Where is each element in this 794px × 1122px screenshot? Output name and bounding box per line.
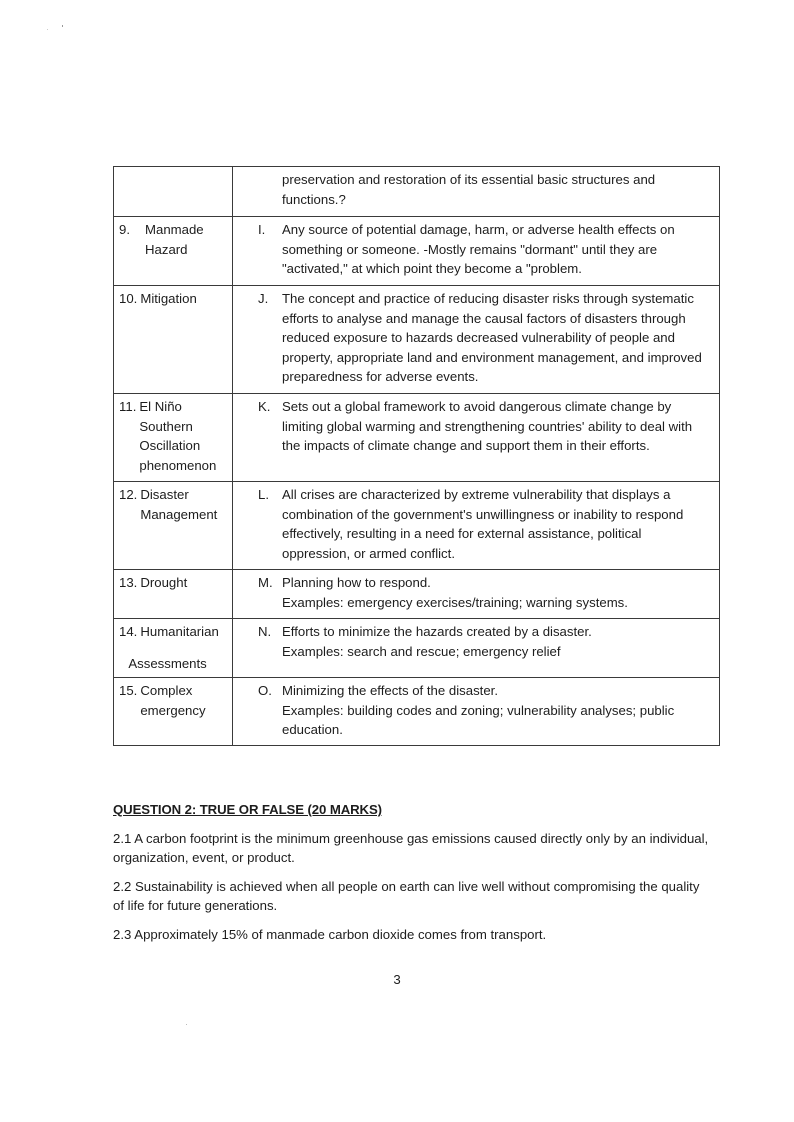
term-label: Complex emergency bbox=[140, 683, 206, 718]
page-number: 3 bbox=[393, 972, 401, 987]
term-label: Manmade Hazard bbox=[145, 222, 204, 257]
term-number: 12. bbox=[119, 487, 138, 502]
definition-cell bbox=[233, 482, 720, 570]
definition-text: Sets out a global framework to avoid dangerous climate change by limiting global warming and strengthening countries' ability to deal with the impacts of climate change and support them in their efforts. bbox=[282, 399, 693, 453]
term-label: Mitigation bbox=[140, 291, 197, 306]
term-cell bbox=[114, 619, 233, 678]
term-number: 14. bbox=[119, 624, 138, 639]
statement-2-2: 2.2 Sustainability is achieved when all people on earth can live well without compromising the quality of life for future generations. bbox=[113, 878, 700, 913]
definition-text: Efforts to minimize the hazards created by a disaster. bbox=[282, 624, 592, 639]
term-label: Disaster Management bbox=[140, 487, 218, 522]
definition-letter: M. bbox=[258, 575, 273, 590]
question-2-title: QUESTION 2: TRUE OR FALSE (20 MARKS) bbox=[113, 802, 382, 817]
definition-cell bbox=[233, 619, 720, 678]
table-row bbox=[114, 678, 720, 746]
term-cell bbox=[114, 482, 233, 570]
definition-text: All crises are characterized by extreme vulnerability that displays a combination of the government's unwillingness or inability to respond effectively, resulting in a need for external assistance, political oppression, or armed conflict. bbox=[282, 487, 684, 561]
term-cell bbox=[114, 678, 233, 746]
definition-cell bbox=[233, 570, 720, 619]
matching-table-container bbox=[113, 166, 717, 746]
definition-cell bbox=[233, 678, 720, 746]
definition-text: Minimizing the effects of the disaster. bbox=[282, 683, 498, 698]
definition-letter: O. bbox=[258, 683, 272, 698]
table-row bbox=[114, 167, 720, 217]
scan-speck bbox=[62, 25, 63, 27]
definition-letter: N. bbox=[258, 624, 272, 639]
definition-cell bbox=[233, 286, 720, 394]
term-number: 9. bbox=[119, 222, 130, 237]
table-row bbox=[114, 570, 720, 619]
term-number: 15. bbox=[119, 683, 138, 698]
term-cell bbox=[114, 570, 233, 619]
term-cell bbox=[114, 286, 233, 394]
definition-example: Examples: search and rescue; emergency relief bbox=[282, 643, 561, 659]
definition-letter: I. bbox=[258, 222, 266, 237]
definition-text: The concept and practice of reducing disaster risks through systematic efforts to analyse and manage the causal factors of disasters through reduced exposure to hazards decreased vulnerability of people and property, appropriate land and environment management, and improved preparedness for adverse events. bbox=[282, 291, 702, 384]
term-cell bbox=[114, 217, 233, 286]
term-cell bbox=[114, 394, 233, 482]
definition-cell bbox=[233, 394, 720, 482]
table-row bbox=[114, 619, 720, 678]
term-number: 11. bbox=[119, 399, 137, 414]
definition-example: Examples: building codes and zoning; vulnerability analyses; public education. bbox=[282, 702, 675, 737]
definition-example: Examples: emergency exercises/training; warning systems. bbox=[282, 594, 628, 610]
table-row bbox=[114, 286, 720, 394]
term-number: 10. bbox=[119, 291, 138, 306]
definition-text: preservation and restoration of its essential basic structures and functions.? bbox=[282, 172, 656, 207]
term-label-line2: Assessments bbox=[128, 655, 207, 671]
matching-table bbox=[113, 166, 720, 746]
definition-text: Planning how to respond. bbox=[282, 575, 431, 590]
definition-letter: K. bbox=[258, 399, 271, 414]
statement-2-3: 2.3 Approximately 15% of manmade carbon dioxide comes from transport. bbox=[113, 926, 547, 942]
term-number: 13. bbox=[119, 575, 138, 590]
definition-letter: J. bbox=[258, 291, 269, 306]
scan-speck bbox=[47, 29, 48, 30]
table-row bbox=[114, 482, 720, 570]
term-label: El Niño Southern Oscillation phenomenon bbox=[139, 399, 217, 473]
table-row bbox=[114, 394, 720, 482]
question-2-section bbox=[113, 800, 713, 953]
term-cell bbox=[114, 167, 233, 217]
statement-2-1: 2.1 A carbon footprint is the minimum greenhouse gas emissions caused directly only by an individual, organization, event, or product. bbox=[113, 830, 709, 865]
table-row bbox=[114, 217, 720, 286]
term-label: Drought bbox=[140, 575, 188, 590]
definition-cell bbox=[233, 167, 720, 217]
definition-text: Any source of potential damage, harm, or adverse health effects on something or someone. -Mostly remains "dormant" until they are "activated," at which point they become a "problem. bbox=[282, 222, 675, 276]
definition-letter: L. bbox=[258, 487, 269, 502]
scan-speck bbox=[186, 1024, 187, 1025]
definition-cell bbox=[233, 217, 720, 286]
term-label: Humanitarian bbox=[140, 624, 219, 639]
